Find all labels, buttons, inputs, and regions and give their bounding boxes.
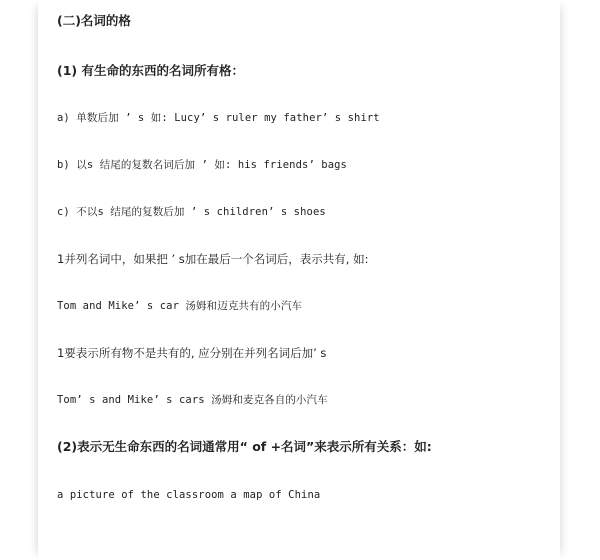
document-panel [38, 0, 560, 560]
example-separate-possession: Tom’ s and Mike’ s cars 汤姆和麦克各自的小汽车 [57, 394, 328, 406]
example-of-phrase: a picture of the classroom a map of China [57, 489, 321, 501]
subheading-animate-possessive: (1) 有生命的东西的名词所有格： [57, 63, 244, 78]
subheading-inanimate-possessive: (2)表示无生命东西的名词通常用“ of +名词”来表示所有关系：如: [57, 439, 432, 454]
rule-item-b: b) 以s 结尾的复数名词后加 ’ 如: his friends’ bags [57, 159, 347, 171]
rule-item-a: a) 单数后加 ’ s 如: Lucy’ s ruler my father’ s shirt [57, 112, 380, 124]
rule-item-c: c) 不以s 结尾的复数后加 ’ s children’ s shoes [57, 206, 326, 218]
rule-joint-possession: 1并列名词中，如果把 ’ s加在最后一个名词后，表示共有, 如: [57, 252, 369, 266]
section-heading: (二)名词的格 [57, 13, 131, 28]
rule-separate-possession: 1要表示所有物不是共有的, 应分别在并列名词后加’ s [57, 346, 327, 360]
example-joint-possession: Tom and Mike’ s car 汤姆和迈克共有的小汽车 [57, 300, 303, 312]
